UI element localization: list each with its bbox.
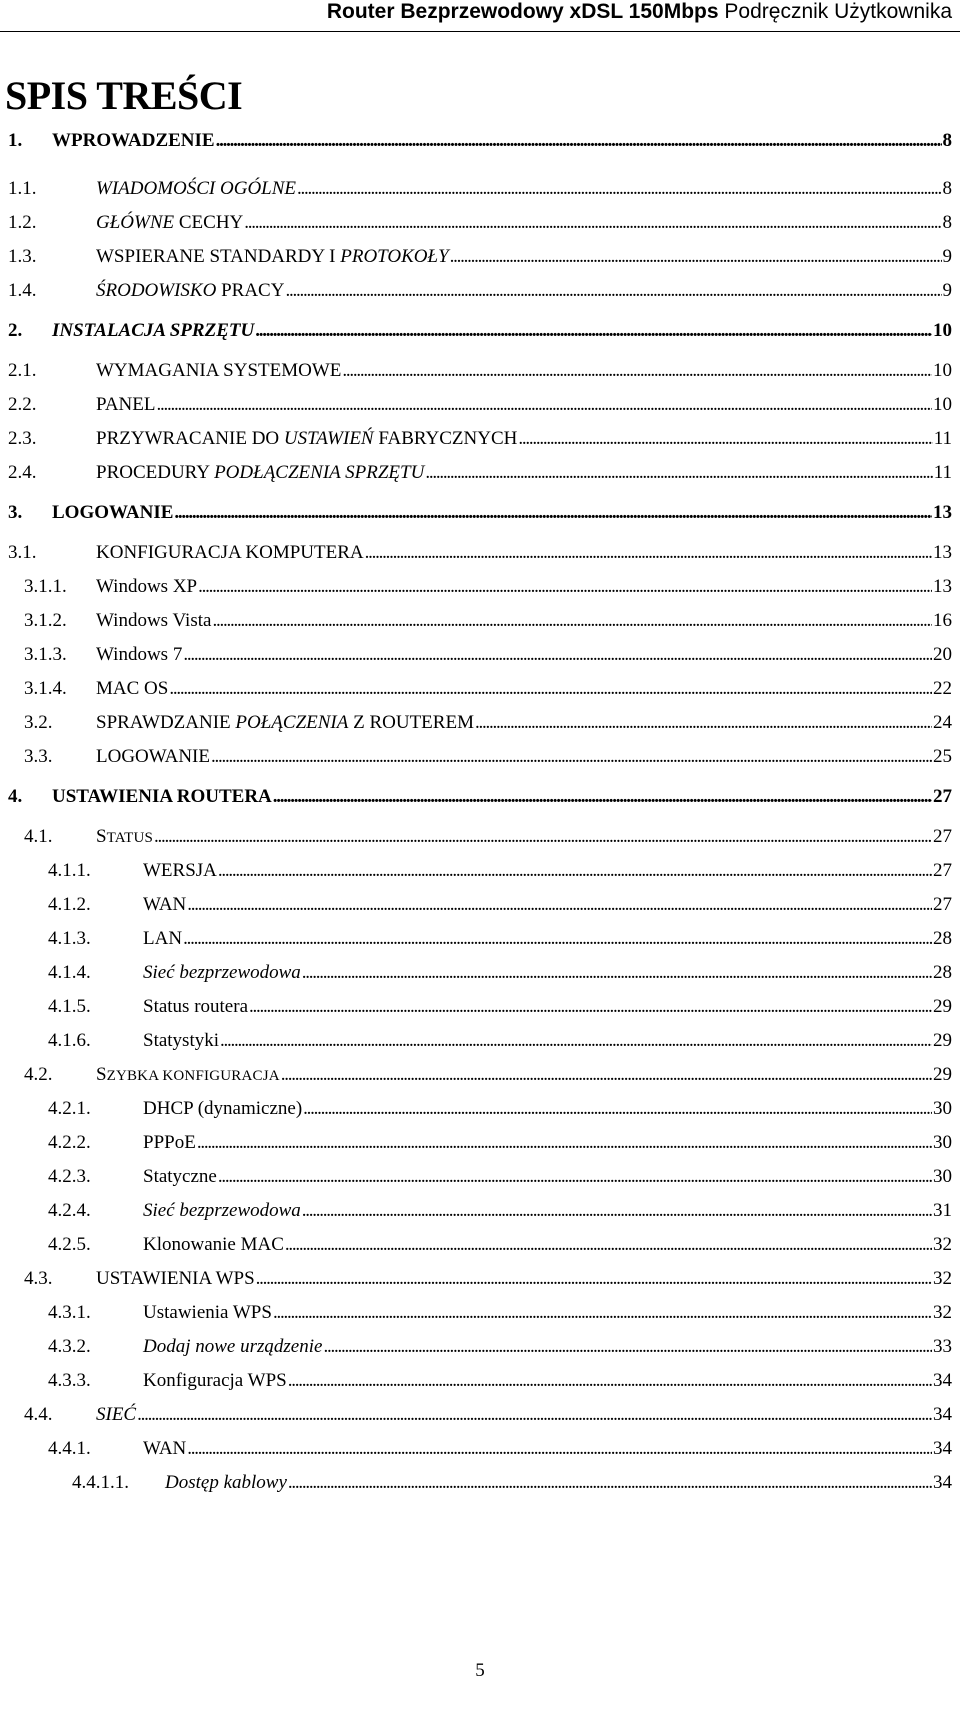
toc-entry[interactable] [48, 962, 952, 992]
dot-leader [256, 1268, 932, 1290]
toc-entry-label [96, 360, 341, 382]
toc-entry-page: 29 [933, 1064, 952, 1085]
toc-entry-label-part: PROCEDURY [96, 462, 215, 483]
toc-entry-page: 34 [933, 1370, 952, 1391]
toc-entry-label-part: PRACY [216, 280, 285, 301]
toc-entry-label [143, 1098, 302, 1120]
toc-entry-page: 34 [933, 1404, 952, 1425]
toc-entry-label-part: PROTOKOŁY [340, 246, 449, 267]
toc-entry-label [96, 428, 517, 450]
toc-entry-number: 3.1.3. [24, 644, 67, 665]
toc-entry-label [143, 1438, 186, 1460]
toc-entry-page: 27 [933, 860, 952, 881]
dot-leader [281, 1064, 932, 1086]
toc-entry[interactable] [24, 1404, 952, 1434]
toc-entry-page: 29 [933, 1030, 952, 1051]
dot-leader [302, 1200, 932, 1222]
toc-entry-number: 4.2.5. [48, 1234, 91, 1255]
dot-leader [220, 1030, 932, 1052]
dot-leader [154, 826, 932, 848]
toc-entry-page: 25 [933, 746, 952, 767]
toc-entry-label-part: Sieć bezprzewodowa [143, 1200, 301, 1221]
toc-entry-label [143, 928, 182, 950]
toc-entry[interactable] [8, 246, 952, 276]
toc-entry[interactable] [8, 542, 952, 572]
dot-leader [169, 678, 932, 700]
toc-entry[interactable] [8, 394, 952, 424]
toc-entry-page: 8 [942, 130, 952, 151]
toc-entry-label [96, 746, 210, 768]
toc-entry-label [96, 1268, 255, 1290]
toc-entry-number: 3.1.1. [24, 576, 67, 597]
toc-entry-label-part: POŁĄCZENIA [235, 712, 349, 733]
toc-entry[interactable] [8, 502, 952, 532]
toc-entry[interactable] [24, 576, 952, 606]
dot-leader [303, 1098, 932, 1120]
toc-entry-label [96, 712, 474, 734]
toc-entry-page: 20 [933, 644, 952, 665]
toc-entry-page: 28 [933, 928, 952, 949]
toc-entry-label-part: Statystyki [143, 1030, 220, 1051]
toc-entry-number: 2. [8, 320, 23, 341]
toc-entry-page: 32 [933, 1234, 952, 1255]
toc-entry-label-part: PANEL [96, 394, 156, 415]
toc-entry-page: 9 [942, 280, 952, 301]
toc-entry-number: 4. [8, 786, 23, 807]
toc-entry-label-part: WERSJA [143, 860, 217, 881]
toc-entry-label-part: WPROWADZENIE [52, 130, 215, 151]
toc-entry-label [143, 1336, 322, 1358]
toc-entry-page: 30 [933, 1098, 952, 1119]
dot-leader [212, 610, 932, 632]
toc-entry-label [96, 394, 155, 416]
toc-entry[interactable] [48, 928, 952, 958]
toc-entry-label-part: FABRYCZNYCH [373, 428, 518, 449]
dot-leader [425, 462, 932, 484]
dot-leader [475, 712, 932, 734]
toc-entry-label-part: Sieć bezprzewodowa [143, 962, 301, 983]
toc-entry-label [52, 786, 272, 808]
toc-entry[interactable] [48, 1336, 952, 1366]
toc-entry-label-part: PODŁĄCZENIA SPRZĘTU [214, 462, 425, 483]
toc-entry-label-part: INSTALACJA SPRZĘTU [52, 320, 255, 341]
toc-entry-label [96, 610, 211, 632]
toc-entry[interactable] [8, 212, 952, 242]
toc-entry-number: 4.4.1. [48, 1438, 91, 1459]
toc-entry-number: 2.3. [8, 428, 37, 449]
toc-entry-label [96, 280, 284, 302]
toc-entry[interactable] [8, 462, 952, 492]
toc-entry-number: 3.1. [8, 542, 37, 563]
toc-entry-label [143, 1370, 287, 1392]
toc-entry-page: 22 [933, 678, 952, 699]
toc-entry-label [96, 576, 197, 598]
toc-entry-number: 4.1.6. [48, 1030, 91, 1051]
toc-entry-label [96, 246, 449, 268]
header-title-bold: Router Bezprzewodowy xDSL 150Mbps [326, 0, 719, 23]
toc-entry-label-part: TATUS [106, 830, 154, 846]
toc-entry[interactable] [48, 1132, 952, 1162]
dot-leader [187, 894, 932, 916]
toc-entry-number: 4.1.5. [48, 996, 91, 1017]
toc-entry-number: 4.4. [24, 1404, 53, 1425]
toc-entry-page: 9 [942, 246, 952, 267]
dot-leader [218, 860, 932, 882]
toc-entry-number: 4.1.4. [48, 962, 91, 983]
toc-entry-number: 1. [8, 130, 23, 151]
toc-entry-number: 4.2.4. [48, 1200, 91, 1221]
toc-entry-label [143, 894, 186, 916]
toc-entry[interactable] [24, 678, 952, 708]
toc-entry[interactable] [48, 1030, 952, 1060]
toc-entry-label-part: WIADOMOŚCI OGÓLNE [96, 178, 297, 199]
toc-entry-page: 10 [933, 360, 952, 381]
dot-leader [187, 1438, 932, 1460]
toc-entry-page: 8 [942, 212, 952, 233]
toc-entry-label [96, 178, 296, 200]
toc-entry-label [96, 462, 424, 484]
toc-entry-label-part: Klonowanie MAC [143, 1234, 284, 1255]
dot-leader [365, 542, 932, 564]
toc-entry-page: 11 [933, 428, 952, 449]
toc-entry-number: 2.4. [8, 462, 37, 483]
toc-entry[interactable] [8, 786, 952, 816]
toc-entry-page: 8 [942, 178, 952, 199]
header-rule [0, 31, 960, 32]
toc-entry-page: 13 [933, 502, 952, 523]
toc-entry-label-part: MAC OS [96, 678, 169, 699]
toc-entry-label [96, 542, 364, 564]
toc-entry-number: 1.1. [8, 178, 37, 199]
dot-leader [302, 962, 932, 984]
toc-entry-label-part: SIEĆ [96, 1404, 137, 1425]
toc-entry-label-part: PPPoE [143, 1132, 196, 1153]
toc-entry-label-part: Status routera [143, 996, 249, 1017]
toc-entry-number: 1.3. [8, 246, 37, 267]
toc-entry-label-part: DHCP (dynamiczne) [143, 1098, 303, 1119]
toc-entry[interactable] [24, 1268, 952, 1298]
toc-entry-label-part: Windows 7 [96, 644, 183, 665]
toc-entry-label-part: Konfiguracja WPS [143, 1370, 287, 1391]
dot-leader [216, 130, 942, 152]
toc-entry-number: 3.3. [24, 746, 53, 767]
toc-entry-number: 1.2. [8, 212, 37, 233]
dot-leader [342, 360, 932, 382]
dot-leader [255, 320, 932, 342]
toc-entry-page: 27 [933, 894, 952, 915]
toc-entry[interactable] [24, 610, 952, 640]
toc-entry-label-part: KONFIGURACJA KOMPUTERA [96, 542, 364, 563]
toc-entry-label-part: LOGOWANIE [96, 746, 210, 767]
dot-leader [273, 786, 932, 808]
toc-entry-label-part: S [96, 1064, 107, 1085]
toc-entry-label [96, 644, 182, 666]
dot-leader [218, 1166, 932, 1188]
toc-entry-label [143, 1200, 301, 1222]
toc-entry-label [52, 130, 215, 152]
toc-entry-number: 4.2.2. [48, 1132, 91, 1153]
toc-entry-page: 34 [933, 1472, 952, 1493]
toc-entry-page: 30 [933, 1166, 952, 1187]
toc-entry-number: 2.1. [8, 360, 37, 381]
toc-entry-label-part: SPRAWDZANIE [96, 712, 236, 733]
toc-entry-number: 3. [8, 502, 23, 523]
dot-leader [285, 280, 941, 302]
toc-entry-label [143, 1030, 219, 1052]
page-number: 5 [475, 1660, 485, 1681]
toc-entry-label-part: PRZYWRACANIE DO [96, 428, 284, 449]
toc-entry-number: 4.4.1.1. [72, 1472, 129, 1493]
toc-entry[interactable] [72, 1472, 952, 1502]
toc-entry-number: 4.3.2. [48, 1336, 91, 1357]
toc-entry[interactable] [8, 130, 952, 160]
toc-entry[interactable] [24, 712, 952, 742]
toc-entry-page: 11 [933, 462, 952, 483]
header-title-regular: Podręcznik Użytkownika [724, 0, 952, 23]
toc-entry-label [96, 1064, 280, 1086]
toc-entry-page: 10 [933, 394, 952, 415]
toc-entry-page: 31 [933, 1200, 952, 1221]
toc-entry-page: 32 [933, 1302, 952, 1323]
toc-entry-label-part: Dodaj nowe urządzenie [143, 1336, 323, 1357]
toc-entry-label-part: ŚRODOWISKO [96, 280, 217, 301]
dot-leader [174, 502, 932, 524]
toc-entry-label-part: USTAWIENIA ROUTERA [52, 786, 272, 807]
toc-entry-label [143, 1234, 284, 1256]
toc-entry-label-part: USTAWIENIA WPS [96, 1268, 255, 1289]
dot-leader [518, 428, 932, 450]
toc-entry-label-part: WAN [143, 1438, 187, 1459]
toc-entry[interactable] [24, 826, 952, 856]
dot-leader [198, 576, 932, 598]
toc-entry-label-part: Windows XP [96, 576, 198, 597]
toc-entry[interactable] [24, 1064, 952, 1094]
toc-entry-page: 29 [933, 996, 952, 1017]
toc-entry-page: 10 [933, 320, 952, 341]
toc-entry-label [96, 678, 168, 700]
toc-entry-page: 27 [933, 786, 952, 807]
toc-entry-label [143, 1132, 196, 1154]
toc-entry-page: 24 [933, 712, 952, 733]
toc-entry[interactable] [8, 360, 952, 390]
toc-entry-number: 4.1.3. [48, 928, 91, 949]
toc-entry-label [96, 1404, 136, 1426]
toc-entry-label [143, 962, 301, 984]
toc-entry-label [96, 826, 153, 848]
dot-leader [450, 246, 942, 268]
toc-entry-label [52, 320, 254, 342]
dot-leader [285, 1234, 932, 1256]
toc-entry-page: 30 [933, 1132, 952, 1153]
toc-entry-label-part: S [96, 826, 107, 847]
toc-entry[interactable] [48, 1302, 952, 1332]
toc-entry-label-part: WYMAGANIA SYSTEMOWE [96, 360, 342, 381]
toc-entry-label-part: WSPIERANE STANDARDY I [96, 246, 341, 267]
toc-entry-label-part: Windows Vista [96, 610, 212, 631]
dot-leader [249, 996, 932, 1018]
toc-entry[interactable] [48, 1370, 952, 1400]
toc-entry-label [143, 1302, 272, 1324]
toc-entry[interactable] [48, 1166, 952, 1196]
toc-entry-number: 4.2. [24, 1064, 53, 1085]
dot-leader [288, 1370, 932, 1392]
toc-entry-number: 4.1.1. [48, 860, 91, 881]
dot-leader [273, 1302, 932, 1324]
dot-leader [183, 644, 932, 666]
dot-leader [156, 394, 932, 416]
toc-entry-label-part: ZYBKA KONFIGURACJA [106, 1068, 280, 1084]
toc-entry-label [96, 212, 243, 234]
toc-entry-label-part: LAN [143, 928, 183, 949]
toc-entry-label [165, 1472, 287, 1494]
toc-entry-number: 4.2.1. [48, 1098, 91, 1119]
toc-entry-page: 28 [933, 962, 952, 983]
dot-leader [244, 212, 941, 234]
toc-entry[interactable] [48, 860, 952, 890]
toc-entry-label [143, 860, 217, 882]
toc-entry[interactable] [8, 320, 952, 350]
toc-entry-label-part: Statyczne [143, 1166, 217, 1187]
toc-entry[interactable] [48, 1234, 952, 1264]
toc-entry-page: 13 [933, 542, 952, 563]
toc-entry-page: 16 [933, 610, 952, 631]
toc-entry[interactable] [24, 644, 952, 674]
toc-entry-number: 3.2. [24, 712, 53, 733]
toc-entry-label [143, 1166, 217, 1188]
toc-entry-number: 4.1.2. [48, 894, 91, 915]
toc-entry-page: 27 [933, 826, 952, 847]
toc-entry-number: 4.3. [24, 1268, 53, 1289]
dot-leader [211, 746, 932, 768]
dot-leader [197, 1132, 932, 1154]
toc-entry-label-part: GŁÓWNE [96, 212, 175, 233]
toc-entry-label [143, 996, 248, 1018]
toc-entry-number: 4.2.3. [48, 1166, 91, 1187]
toc-entry-page: 32 [933, 1268, 952, 1289]
toc-entry-number: 3.1.4. [24, 678, 67, 699]
dot-leader [288, 1472, 932, 1494]
toc-entry[interactable] [48, 996, 952, 1026]
toc-entry[interactable] [48, 1438, 952, 1468]
toc-entry-page: 34 [933, 1438, 952, 1459]
toc-entry[interactable] [24, 746, 952, 776]
toc-entry-page: 33 [933, 1336, 952, 1357]
toc-entry-number: 4.3.3. [48, 1370, 91, 1391]
toc-entry[interactable] [48, 1098, 952, 1128]
dot-leader [323, 1336, 932, 1358]
toc-entry-number: 2.2. [8, 394, 37, 415]
toc-entry-label-part: WAN [143, 894, 187, 915]
toc-entry-number: 1.4. [8, 280, 37, 301]
toc-entry[interactable] [8, 428, 952, 458]
toc-entry-label-part: CECHY [174, 212, 244, 233]
toc-entry-label-part: Ustawienia WPS [143, 1302, 272, 1323]
toc-entry[interactable] [48, 1200, 952, 1230]
dot-leader [137, 1404, 932, 1426]
toc-entry-number: 3.1.2. [24, 610, 67, 631]
toc-entry[interactable] [48, 894, 952, 924]
toc-entry-number: 4.1. [24, 826, 53, 847]
toc-entry-label-part: Z ROUTEREM [348, 712, 474, 733]
dot-leader [297, 178, 941, 200]
toc-entry[interactable] [8, 178, 952, 208]
toc-entry-label-part: Dostęp kablowy [165, 1472, 287, 1493]
toc-entry-label-part: USTAWIEŃ [283, 428, 374, 449]
running-header [327, 0, 952, 30]
toc-entry-label [52, 502, 173, 524]
toc-entry-page: 13 [933, 576, 952, 597]
toc-entry[interactable] [8, 280, 952, 310]
toc-title: SPIS TREŚCI [5, 73, 243, 118]
toc-entry-number: 4.3.1. [48, 1302, 91, 1323]
dot-leader [183, 928, 932, 950]
toc-entry-label-part: LOGOWANIE [52, 502, 174, 523]
